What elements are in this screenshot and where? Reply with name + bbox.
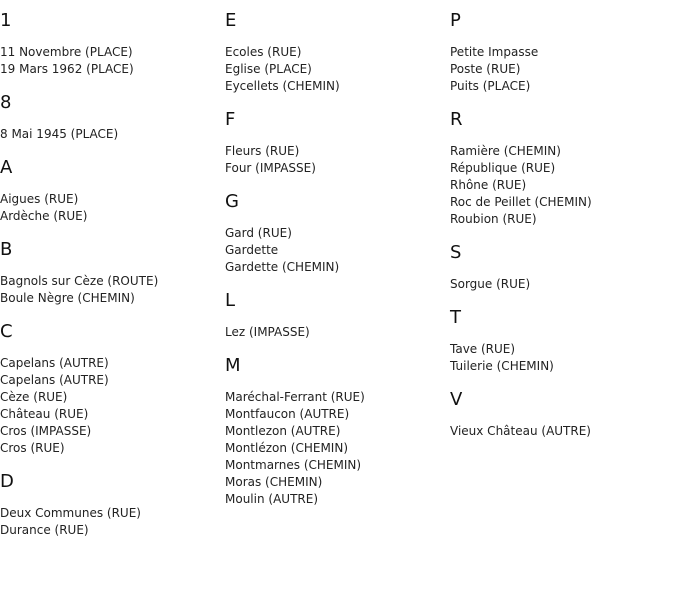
letter-section-a [0, 156, 220, 225]
street-name[interactable]: Gard (RUE) [225, 226, 292, 240]
street-list [0, 355, 220, 457]
letter-section-e [225, 9, 445, 95]
street-name[interactable]: 19 Mars 1962 (PLACE) [0, 62, 134, 76]
street-name[interactable]: Cros (IMPASSE) [0, 424, 92, 438]
street-name[interactable]: Ecoles (RUE) [225, 45, 302, 59]
street-index-column-3 [450, 9, 670, 453]
letter-section-f [225, 108, 445, 177]
street-name[interactable]: Fleurs (RUE) [225, 144, 300, 158]
section-letter: R [450, 109, 463, 130]
section-letter: T [450, 307, 461, 328]
letter-section-v [450, 388, 670, 440]
street-list [225, 389, 445, 508]
letter-section-d [0, 470, 220, 539]
street-name[interactable]: Gardette [225, 243, 279, 257]
street-list [0, 505, 220, 539]
section-letter: V [450, 389, 463, 410]
street-list [450, 276, 670, 293]
street-name[interactable]: Petite Impasse [450, 45, 539, 59]
street-list [450, 44, 670, 95]
street-name[interactable]: Poste (RUE) [450, 62, 521, 76]
letter-section-l [225, 289, 445, 341]
street-list [0, 44, 220, 78]
street-name[interactable]: Roubion (RUE) [450, 212, 537, 226]
letter-section-g [225, 190, 445, 276]
street-list [225, 44, 445, 95]
street-name[interactable]: 11 Novembre (PLACE) [0, 45, 133, 59]
section-letter: E [225, 10, 237, 31]
street-list [225, 324, 445, 341]
street-name[interactable]: Aigues (RUE) [0, 192, 79, 206]
section-letter: L [225, 290, 236, 311]
street-list [225, 143, 445, 177]
street-list [225, 225, 445, 276]
street-list [450, 423, 670, 440]
street-name[interactable]: Sorgue (RUE) [450, 277, 531, 291]
letter-section-c [0, 320, 220, 457]
letter-section-1 [0, 9, 220, 78]
street-name[interactable]: Four (IMPASSE) [225, 161, 316, 175]
street-name[interactable]: Boule Nègre (CHEMIN) [0, 291, 135, 305]
section-letter: G [225, 191, 239, 212]
street-name[interactable]: Tuilerie (CHEMIN) [450, 359, 554, 373]
street-name[interactable]: Deux Communes (RUE) [0, 506, 141, 520]
letter-section-p [450, 9, 670, 95]
street-name[interactable]: Lez (IMPASSE) [225, 325, 310, 339]
street-name[interactable]: Moras (CHEMIN) [225, 475, 323, 489]
street-name[interactable]: Tave (RUE) [450, 342, 516, 356]
street-name[interactable]: Eglise (PLACE) [225, 62, 312, 76]
street-index-column-1 [0, 9, 220, 552]
letter-section-8 [0, 91, 220, 143]
letter-section-s [450, 241, 670, 293]
section-letter: B [0, 239, 13, 260]
street-name[interactable]: Gardette (CHEMIN) [225, 260, 340, 274]
section-letter: S [450, 242, 462, 263]
street-name[interactable]: Puits (PLACE) [450, 79, 531, 93]
street-name[interactable]: Maréchal-Ferrant (RUE) [225, 390, 365, 404]
letter-section-t [450, 306, 670, 375]
street-name[interactable]: 8 Mai 1945 (PLACE) [0, 127, 119, 141]
street-name[interactable]: Eycellets (CHEMIN) [225, 79, 340, 93]
street-name[interactable]: Capelans (AUTRE) [0, 356, 109, 370]
section-letter: P [450, 10, 461, 31]
letter-section-r [450, 108, 670, 228]
street-list [0, 126, 220, 143]
street-list [450, 341, 670, 375]
street-list [0, 273, 220, 307]
street-name[interactable]: Vieux Château (AUTRE) [450, 424, 591, 438]
street-name[interactable]: Montlezon (AUTRE) [225, 424, 341, 438]
street-name[interactable]: Cros (RUE) [0, 441, 65, 455]
street-name[interactable]: Capelans (AUTRE) [0, 373, 109, 387]
street-name[interactable]: Roc de Peillet (CHEMIN) [450, 195, 592, 209]
street-name[interactable]: Ramière (CHEMIN) [450, 144, 561, 158]
street-index-column-2 [225, 9, 445, 521]
street-list [450, 143, 670, 228]
street-name[interactable]: Montmarnes (CHEMIN) [225, 458, 362, 472]
street-name[interactable]: Rhône (RUE) [450, 178, 527, 192]
street-name[interactable]: Montlézon (CHEMIN) [225, 441, 348, 455]
section-letter: 8 [0, 92, 12, 113]
letter-section-b [0, 238, 220, 307]
section-letter: A [0, 157, 13, 178]
section-letter: C [0, 321, 13, 342]
street-name[interactable]: Bagnols sur Cèze (ROUTE) [0, 274, 159, 288]
letter-section-m [225, 354, 445, 508]
street-name[interactable]: Moulin (AUTRE) [225, 492, 318, 506]
section-letter: 1 [0, 10, 12, 31]
street-name[interactable]: Montfaucon (AUTRE) [225, 407, 350, 421]
street-name[interactable]: Durance (RUE) [0, 523, 89, 537]
street-name[interactable]: République (RUE) [450, 161, 556, 175]
street-list [0, 191, 220, 225]
street-name[interactable]: Ardèche (RUE) [0, 209, 88, 223]
street-name[interactable]: Château (RUE) [0, 407, 89, 421]
section-letter: D [0, 471, 14, 492]
section-letter: F [225, 109, 236, 130]
section-letter: M [225, 355, 241, 376]
street-name[interactable]: Cèze (RUE) [0, 390, 68, 404]
